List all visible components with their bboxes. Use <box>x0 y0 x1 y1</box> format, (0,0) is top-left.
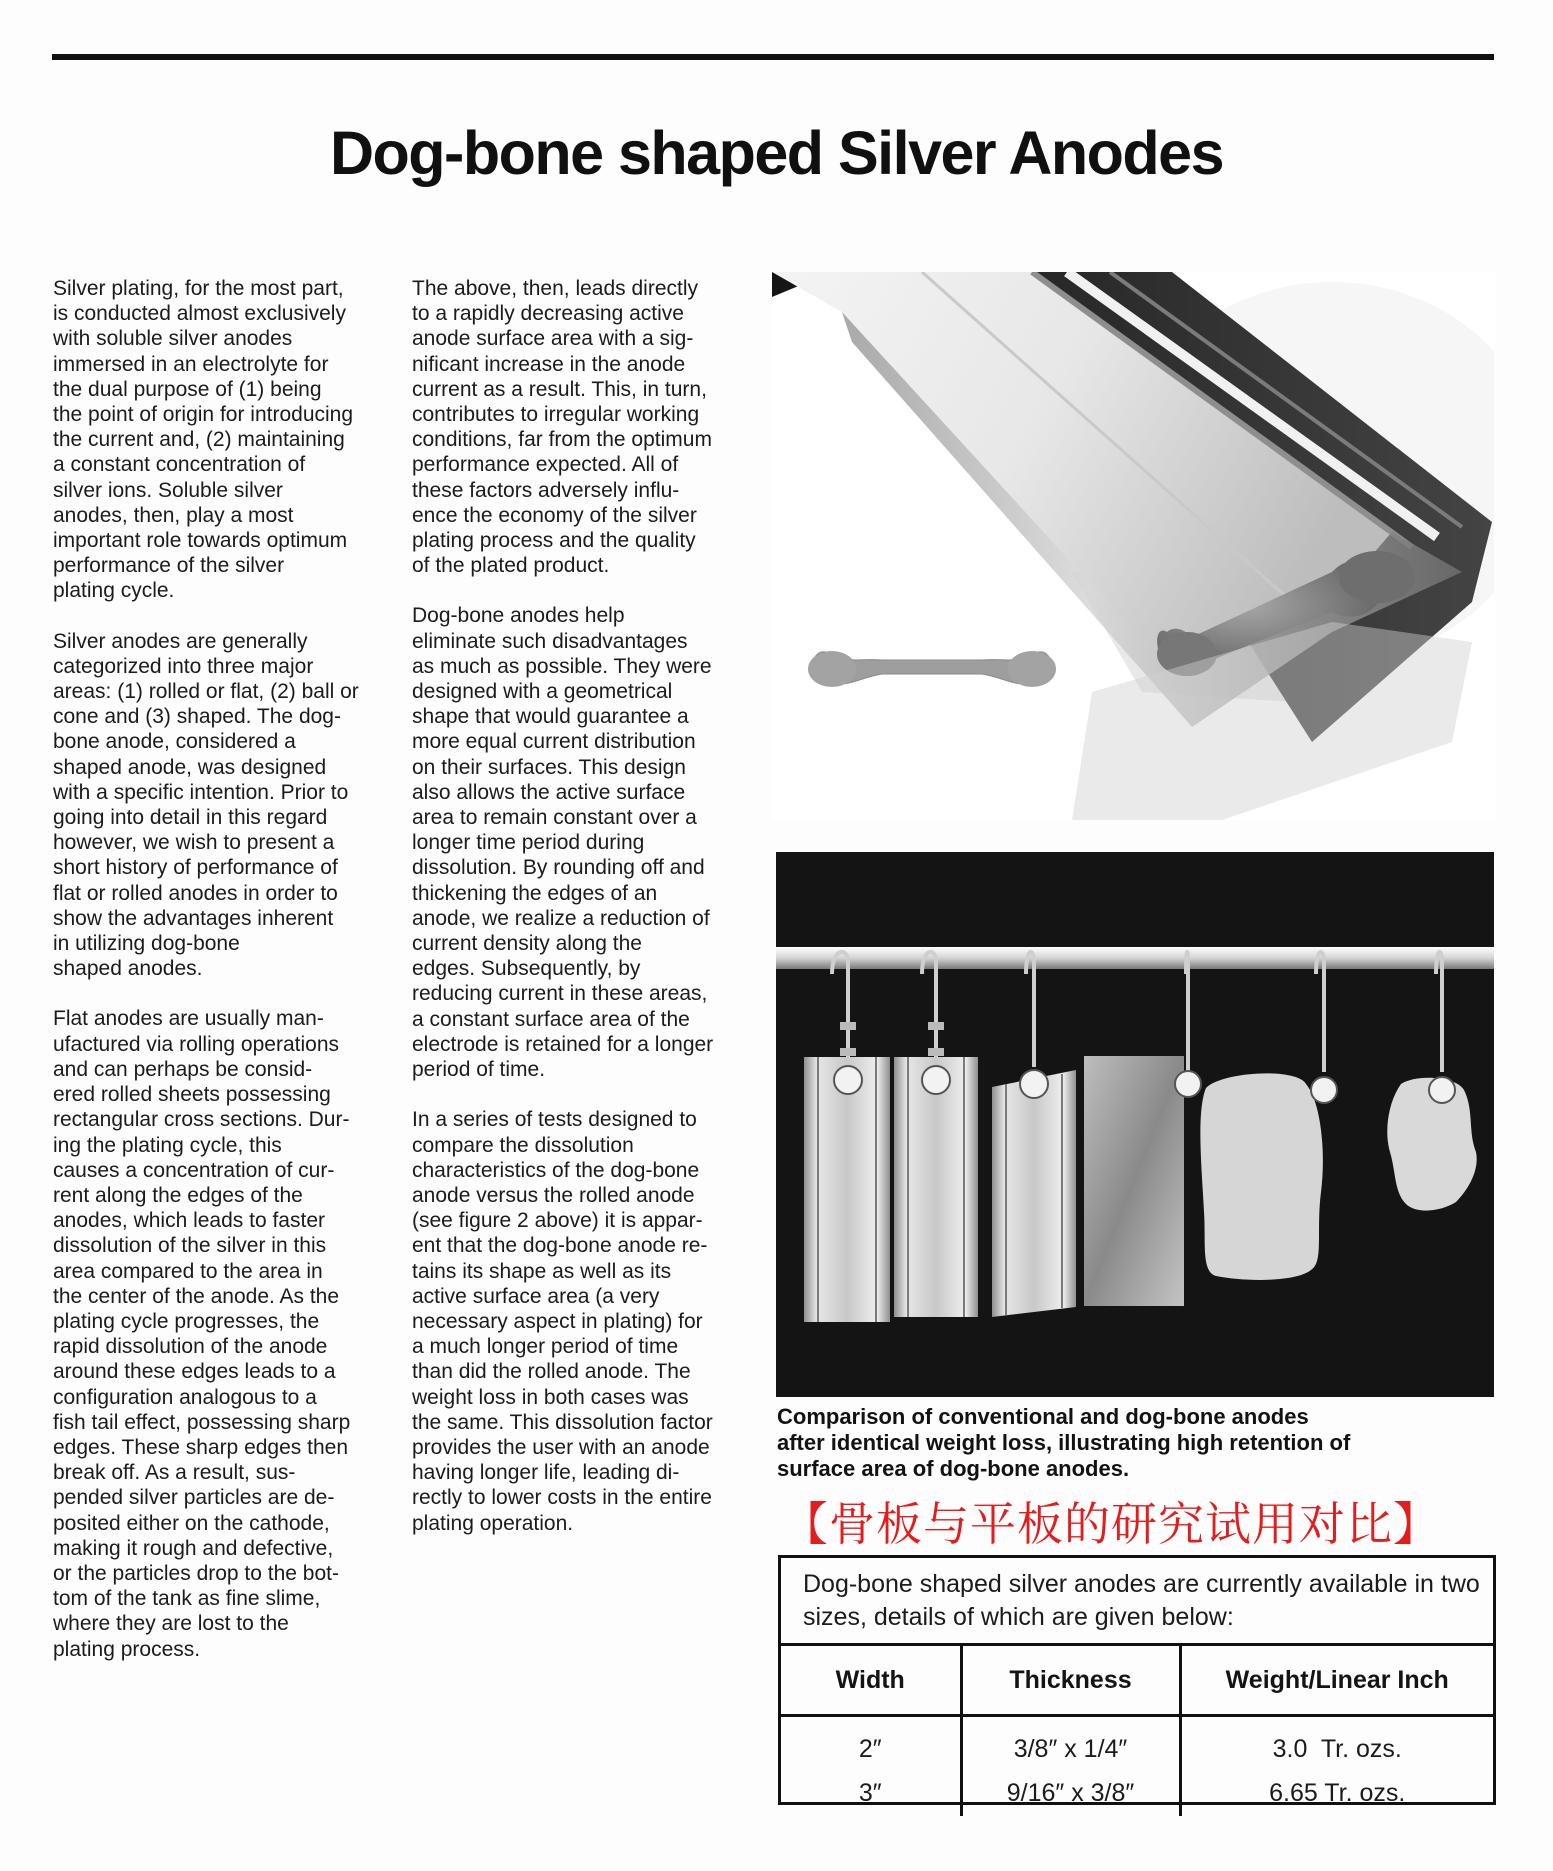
anode-comparison-photo <box>776 852 1494 1397</box>
paragraph: Silver plating, for the most part, is conducted almost exclusively with soluble silver anodes immersed in an electrolyte for the dual purpose of (1) being the point of origin for introducing the current and, (2) maintaining a constant concentration of silver ions. Soluble silver anodes, then, play a most important role towards optimum performance of the silver plating cycle. <box>53 277 354 603</box>
dog-bone-bar-illustration <box>772 272 1494 820</box>
table-row <box>781 1716 1493 1817</box>
text-column-left <box>53 276 383 1687</box>
paragraph: Dog-bone anodes help eliminate such disadvantages as much as possible. They were designed with a geometrical shape that would guarantee a more equal current distribution on their surfaces. This design also allows the active surface area to remain constant over a longer time period during dissolution. By rounding off and thickening the edges of an anode, we realize a reduction of current density along the edges. Subsequently, by reducing current in these areas, a constant surface area of the electrode is retained for a longer period of time. <box>412 604 714 1082</box>
available-sizes-box <box>778 1555 1496 1805</box>
header-weight: Weight/Linear Inch <box>1180 1645 1493 1716</box>
sizes-intro-text: Dog-bone shaped silver anodes are currently available in two sizes, details of which are given below: <box>803 1570 1480 1631</box>
width-value: 3″ <box>858 1779 882 1807</box>
sizes-table <box>781 1643 1493 1816</box>
width-value: 2″ <box>858 1735 882 1763</box>
weight-value: 6.65 Tr. ozs. <box>1269 1779 1406 1807</box>
paragraph: Silver anodes are generally categorized into three major areas: (1) rolled or flat, (2) ball or cone and (3) shaped. The dog- bone anode, considered a shaped anode, was designed with a specific intention. Prior to going into detail in this regard however, we wish to present a short history of performance of flat or rolled anodes in order to show the advantages inherent in utilizing dog-bone shaped anodes. <box>53 629 359 981</box>
header-thickness: Thickness <box>961 1645 1180 1716</box>
cell-width <box>781 1716 961 1817</box>
thickness-value: 3/8″ x 1/4″ <box>1013 1735 1128 1763</box>
cell-thickness <box>961 1716 1180 1817</box>
chinese-annotation: 【骨板与平板的研究试用对比】 <box>782 1497 1440 1551</box>
top-rule <box>52 54 1494 60</box>
paragraph: Flat anodes are usually man- ufactured via rolling operations and can perhaps be consid- ered rolled sheets possessing rectangular cross sections. Dur- ing the plating cycle, this causes a concentration of cur- rent along the edges of the anodes, which leads to faster dissolution of the silver in this area compared to the area in the center of the anode. As the plating cycle progresses, the rapid dissolution of the anode around these edges leads to a configuration analogous to a fish tail effect, possessing sharp edges. These sharp edges then break off. As a result, sus- pended silver particles are de- posited either on the cathode, making it rough and defective, or the particles drop to the bot- tom of the tank as fine slime, where they are lost to the plating process. <box>53 1007 351 1661</box>
cell-weight <box>1180 1716 1493 1817</box>
header-width: Width <box>781 1645 961 1716</box>
hanging-anodes-illustration <box>776 852 1494 1397</box>
weight-value: 3.0 Tr. ozs. <box>1272 1735 1402 1763</box>
paragraph: In a series of tests designed to compare the dissolution characteristics of the dog-bone anode versus the rolled anode (see figure 2 above) it is appar- ent that the dog-bone anode re- tains its shape as well as its active surface area (a very necessary aspect in plating) for a much longer period of time than did the rolled anode. The weight loss in both cases was the same. This dissolution factor provides the user with an anode having longer life, leading di- rectly to lower costs in the entire plating operation. <box>412 1108 713 1535</box>
table-header-row <box>781 1645 1493 1716</box>
paragraph: The above, then, leads directly to a rapidly decreasing active anode surface area with a sig- nificant increase in the anode current as a result. This, in turn, contributes to irregular working conditions, far from the optimum performance expected. All of these factors adversely influ- ence the economy of the silver plating process and the quality of the plated product. <box>412 277 712 578</box>
page-title: Dog-bone shaped Silver Anodes <box>329 119 1224 187</box>
dog-bone-anode-photo <box>772 272 1494 820</box>
thickness-value: 9/16″ x 3/8″ <box>1006 1779 1135 1807</box>
text-column-middle <box>412 276 742 1561</box>
figure-caption: Comparison of conventional and dog-bone anodes after identical weight loss, illustrating high retention of surface area of dog-bone anodes. <box>777 1404 1351 1481</box>
